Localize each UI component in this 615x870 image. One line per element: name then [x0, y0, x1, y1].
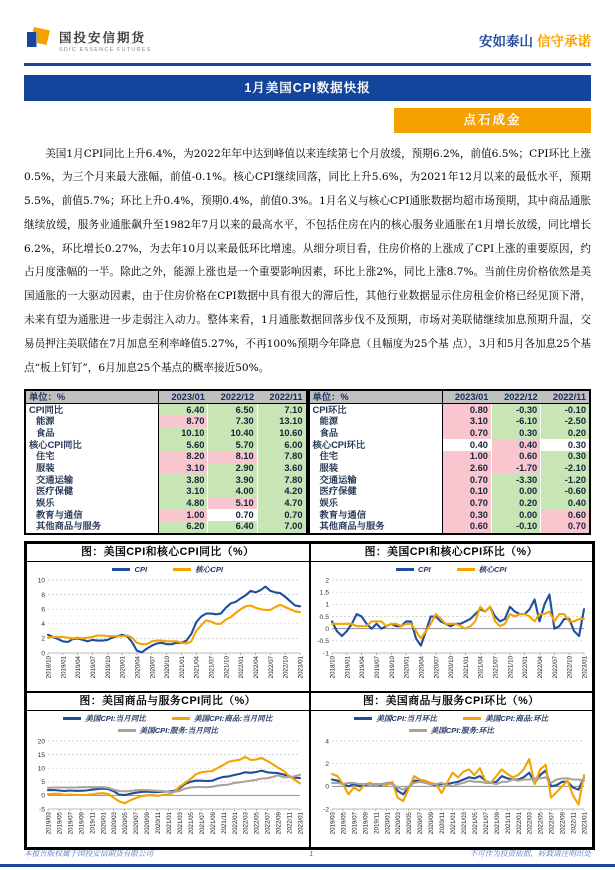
svg-text:2022/07: 2022/07: [267, 655, 275, 679]
svg-text:2022/07: 2022/07: [551, 655, 559, 679]
value-cell: 0.30: [491, 428, 540, 440]
svg-text:5: 5: [41, 778, 45, 786]
legend-label: 美国CPI:商品:当月同比: [193, 714, 273, 724]
value-cell: -6.10: [491, 416, 540, 428]
value-cell: 0.60: [541, 509, 590, 521]
svg-text:2020/11: 2020/11: [438, 811, 446, 834]
svg-text:2019/10: 2019/10: [388, 655, 396, 679]
svg-text:-1: -1: [322, 650, 329, 658]
svg-text:2020/09: 2020/09: [144, 811, 152, 835]
svg-text:2020/04: 2020/04: [134, 655, 142, 679]
value-cell: -0.30: [491, 404, 540, 416]
row-label: 其他商品与服务: [25, 521, 159, 534]
value-cell: 4.00: [208, 486, 257, 498]
svg-text:-0.5: -0.5: [316, 637, 329, 645]
value-cell: 2.60: [442, 463, 491, 475]
svg-text:2020/07: 2020/07: [149, 655, 157, 679]
unit-header: 单位：%: [25, 390, 159, 403]
svg-text:10: 10: [37, 577, 45, 585]
svg-text:2022/05: 2022/05: [537, 811, 545, 835]
row-label: 住宅: [25, 451, 159, 463]
legend-item: [172, 713, 272, 725]
table-row: [25, 439, 307, 451]
value-cell: 0.70: [208, 509, 257, 521]
footer-page-number: 1: [309, 849, 314, 858]
report-title-bar: 1月美国CPI数据快报: [24, 75, 591, 101]
footer-notice: 不可作为投资依据，转载请注明出处: [469, 849, 591, 858]
row-label: 服装: [25, 463, 159, 475]
legend-line-icon: [118, 729, 136, 732]
table-row: [309, 498, 591, 510]
table-row: [25, 404, 307, 416]
table-row: [25, 451, 307, 463]
legend-label: 美国CPI:服务:当月同比: [139, 726, 218, 736]
svg-text:2021/10: 2021/10: [506, 655, 514, 679]
row-label: 住宅: [309, 451, 443, 463]
value-cell: 3.60: [257, 463, 306, 475]
table-row: [309, 474, 591, 486]
value-cell: -2.50: [541, 416, 590, 428]
value-cell: -0.10: [541, 404, 590, 416]
svg-text:2019/09: 2019/09: [361, 811, 369, 835]
value-cell: 3.10: [159, 463, 208, 475]
svg-text:2019/07: 2019/07: [350, 811, 358, 835]
value-cell: -0.10: [491, 521, 540, 534]
row-label: 其他商品与服务: [309, 521, 443, 534]
value-cell: 6.00: [257, 439, 306, 451]
value-cell: 5.60: [159, 439, 208, 451]
report-paragraph: 美国1月CPI同比上升6.4%，为2022年年中达到峰值以来连续第七个月放缓，预期6.2%，前值6.5%；CPI环比上涨0.5%，为三个月来最大涨幅，前值-0.1%。核心CPI继续回落，同比上升5.6%，为2021年12月以来的最低水平，预期5.5%，前值5.7%；环比上升0.4%，预期0.4%，前值0.3%。1月名义与核心CPI通胀数据均超市场预期，其中商品通胀继续放缓，服务业通胀飙升至1982年7月以来的最高水平，不包括住房在内的核心服务业通胀在1月增长放缓，同比增长6.2%，环比增长0.27%，为去年10月以来最低环比增速。从细分项目看，住房价格的上涨成了CPI上涨的重要原因，约占月度涨幅的一半。除此之外，能源上涨也是一个重要影响因素，环比上涨2%，同比上涨8.7%。当前住房价格依然是美国通胀的一大驱动因素，由于住房价格在CPI数据中具有很大的滞后性，其他行业数据显示住房租金价格已经见顶下滑，未来有望为通胀进一步走弱注入动力。整体来看，1月通胀数据回落步伐不及预期，市场对美联储继续加息预期升温，交易员押注美联储在7月加息至利率峰值5.27%，不再100%预期今年降息（且幅度为25个基 点），3月和5月各加息25个基点“板上钉钉”，6月加息25个基点的概率接近50%。: [24, 147, 591, 374]
legend-line-icon: [354, 717, 372, 720]
value-cell: 0.70: [442, 498, 491, 510]
value-cell: 3.10: [159, 486, 208, 498]
legend-line-icon: [463, 717, 481, 720]
svg-text:2020/01: 2020/01: [100, 811, 108, 835]
row-label: 服装: [309, 463, 443, 475]
value-cell: 0.20: [541, 428, 590, 440]
value-cell: 0.60: [491, 451, 540, 463]
svg-text:2022/04: 2022/04: [536, 655, 544, 679]
svg-text:2019/10: 2019/10: [104, 655, 112, 679]
svg-text:2023/01: 2023/01: [297, 655, 305, 679]
chart-title: 图：美国CPI和核心CPI环比（%）: [311, 544, 593, 562]
value-cell: 4.20: [257, 486, 306, 498]
svg-text:2020/09: 2020/09: [427, 811, 435, 835]
svg-text:2018/10: 2018/10: [329, 655, 336, 679]
svg-text:2019/04: 2019/04: [358, 655, 366, 679]
svg-text:2020/07: 2020/07: [133, 811, 141, 835]
chart-legend: [311, 711, 593, 737]
value-cell: 2.90: [208, 463, 257, 475]
row-label: 医疗保健: [309, 486, 443, 498]
svg-text:2021/04: 2021/04: [477, 655, 485, 679]
svg-text:2020/05: 2020/05: [122, 811, 130, 835]
svg-text:8: 8: [41, 591, 45, 599]
legend-label: CPI: [134, 565, 148, 575]
row-label: 能源: [25, 416, 159, 428]
svg-text:2021/09: 2021/09: [209, 811, 217, 835]
page-header: [24, 20, 591, 60]
company-logo-icon: [24, 24, 52, 57]
company-name-en: SDIC ESSENCE FUTURES: [59, 46, 152, 53]
svg-text:2022/01: 2022/01: [515, 811, 523, 835]
chart-legend: [27, 711, 309, 737]
period-header: 2022/11: [541, 390, 590, 403]
legend-label: CPI: [417, 565, 431, 575]
table-row: [309, 521, 591, 534]
chart-cell-0: [26, 543, 310, 692]
svg-text:2022/05: 2022/05: [253, 811, 261, 835]
chart-cell-1: [310, 543, 594, 692]
period-header: 2023/01: [159, 390, 208, 403]
company-slogan: [479, 30, 591, 50]
svg-text:2021/01: 2021/01: [462, 655, 470, 679]
svg-text:6: 6: [41, 606, 45, 614]
legend-label: 美国CPI:商品:环比: [484, 714, 549, 724]
table-row: [25, 428, 307, 440]
svg-text:2018/10: 2018/10: [45, 655, 53, 679]
chart-legend: [27, 562, 309, 576]
tables-row: [24, 389, 591, 534]
row-label: 能源: [309, 416, 443, 428]
svg-text:0: 0: [324, 625, 329, 633]
legend-label: 美国CPI:当月同比: [85, 714, 146, 724]
svg-text:2019/03: 2019/03: [45, 811, 53, 835]
value-cell: 5.10: [208, 498, 257, 510]
svg-text:2022/04: 2022/04: [253, 655, 261, 679]
value-cell: 7.80: [257, 451, 306, 463]
value-cell: 0.40: [491, 439, 540, 451]
value-cell: 3.80: [159, 474, 208, 486]
row-label: 交通运输: [25, 474, 159, 486]
svg-text:2: 2: [324, 577, 329, 585]
svg-text:2020/01: 2020/01: [403, 655, 411, 679]
value-cell: 7.80: [257, 474, 306, 486]
value-cell: 0.70: [442, 474, 491, 486]
svg-text:2019/11: 2019/11: [372, 811, 380, 834]
svg-text:2019/07: 2019/07: [89, 655, 97, 679]
value-cell: 7.10: [257, 404, 306, 416]
svg-text:2019/03: 2019/03: [329, 811, 336, 835]
svg-text:2022/07: 2022/07: [548, 811, 556, 835]
bottom-divider: [0, 864, 615, 867]
svg-text:15: 15: [37, 751, 45, 759]
svg-text:2022/03: 2022/03: [526, 811, 534, 835]
svg-text:2023/01: 2023/01: [581, 811, 588, 835]
svg-text:2021/05: 2021/05: [187, 811, 195, 835]
chart-canvas-3: [311, 737, 590, 842]
value-cell: 4.70: [257, 498, 306, 510]
svg-text:2019/11: 2019/11: [89, 811, 97, 834]
svg-text:2019/01: 2019/01: [343, 655, 351, 679]
row-label: 核心CPI环比: [309, 439, 443, 451]
svg-text:2021/07: 2021/07: [492, 655, 500, 679]
table-row: [25, 463, 307, 475]
value-cell: 0.60: [442, 521, 491, 534]
svg-text:2019/05: 2019/05: [56, 811, 64, 835]
company-name: 国投安信期货: [59, 30, 147, 45]
value-cell: 7.30: [208, 416, 257, 428]
row-label: 教育与通信: [309, 509, 443, 521]
table-row: [25, 474, 307, 486]
svg-text:2022/07: 2022/07: [264, 811, 272, 835]
value-cell: -2.10: [541, 463, 590, 475]
svg-text:2019/05: 2019/05: [339, 811, 347, 835]
value-cell: -1.70: [491, 463, 540, 475]
period-header: 2022/11: [257, 390, 306, 403]
period-header: 2023/01: [442, 390, 491, 403]
value-cell: 0.40: [442, 439, 491, 451]
value-cell: 5.70: [208, 439, 257, 451]
svg-text:2021/04: 2021/04: [193, 655, 201, 679]
badge-row: [24, 108, 591, 133]
svg-text:2019/09: 2019/09: [78, 811, 86, 835]
svg-text:2021/05: 2021/05: [471, 811, 479, 835]
svg-text:2022/09: 2022/09: [275, 811, 283, 835]
header-divider: [24, 63, 591, 66]
chart-canvas-2: [27, 737, 306, 842]
svg-text:2020/01: 2020/01: [383, 811, 391, 835]
chart-title: 图：美国商品与服务CPI同比（%）: [27, 693, 309, 711]
svg-text:2021/03: 2021/03: [176, 811, 184, 835]
period-header: 2022/12: [208, 390, 257, 403]
value-cell: 0.30: [541, 451, 590, 463]
legend-label: 美国CPI:服务:环比: [430, 726, 494, 736]
value-cell: 0.30: [442, 509, 491, 521]
svg-text:2020/07: 2020/07: [416, 811, 424, 835]
svg-text:2022/01: 2022/01: [231, 811, 239, 835]
table-row: [25, 486, 307, 498]
svg-text:2021/07: 2021/07: [198, 811, 206, 835]
svg-text:2021/01: 2021/01: [449, 811, 457, 835]
svg-text:0: 0: [41, 792, 45, 800]
charts-grid: [24, 541, 595, 850]
legend-label: 核心CPI: [478, 565, 507, 575]
svg-text:2019/01: 2019/01: [60, 655, 68, 679]
svg-text:2019/04: 2019/04: [75, 655, 83, 679]
value-cell: 0.70: [257, 509, 306, 521]
svg-text:1.5: 1.5: [319, 589, 329, 597]
svg-text:2019/07: 2019/07: [373, 655, 381, 679]
value-cell: 0.20: [491, 498, 540, 510]
company-logo: [24, 24, 151, 57]
legend-item: [354, 713, 437, 725]
legend-label: 核心CPI: [195, 565, 224, 575]
legend-item: [63, 713, 146, 725]
legend-item: [118, 725, 218, 737]
value-cell: 8.10: [208, 451, 257, 463]
value-cell: 1.00: [159, 509, 208, 521]
value-cell: 0.70: [442, 428, 491, 440]
period-header: 2022/12: [491, 390, 540, 403]
svg-text:2023/01: 2023/01: [297, 811, 305, 835]
table-row: [309, 439, 591, 451]
slogan-secondary: 信守承诺: [537, 34, 591, 49]
svg-text:2022/10: 2022/10: [566, 655, 574, 679]
legend-line-icon: [173, 568, 191, 571]
svg-text:10: 10: [37, 765, 45, 773]
svg-text:2020/05: 2020/05: [405, 811, 413, 835]
svg-text:2021/07: 2021/07: [482, 811, 490, 835]
row-label: 娱乐: [25, 498, 159, 510]
chart-cell-3: [310, 692, 594, 848]
legend-line-icon: [63, 717, 81, 720]
row-label: 核心CPI同比: [25, 439, 159, 451]
table-row: [309, 428, 591, 440]
value-cell: 6.40: [208, 521, 257, 534]
svg-text:2021/03: 2021/03: [460, 811, 468, 835]
value-cell: 1.00: [442, 451, 491, 463]
footer-copyright: 本报告版权属于国投安信期货有限公司: [24, 849, 154, 858]
row-label: 娱乐: [309, 498, 443, 510]
row-label: 交通运输: [309, 474, 443, 486]
svg-text:-5: -5: [38, 806, 45, 814]
svg-text:2: 2: [41, 635, 45, 643]
svg-text:2019/07: 2019/07: [67, 811, 75, 835]
slogan-primary: 安如泰山: [479, 34, 533, 49]
value-cell: 6.20: [159, 521, 208, 534]
svg-text:1: 1: [324, 601, 329, 609]
table-row: [309, 451, 591, 463]
svg-text:2022/09: 2022/09: [559, 811, 567, 835]
cpi-yoy-table: [24, 389, 308, 534]
svg-text:2021/10: 2021/10: [223, 655, 231, 679]
chart-title: 图：美国商品与服务CPI环比（%）: [311, 693, 593, 711]
table-row: [309, 509, 591, 521]
value-cell: -0.60: [541, 486, 590, 498]
legend-line-icon: [457, 568, 475, 571]
svg-text:2020/03: 2020/03: [394, 811, 402, 835]
row-label: 教育与通信: [25, 509, 159, 521]
chart-legend: [311, 562, 593, 576]
table-row: [309, 416, 591, 428]
row-label: 食品: [25, 428, 159, 440]
legend-line-icon: [112, 568, 130, 571]
svg-text:4: 4: [41, 620, 45, 628]
svg-text:2021/07: 2021/07: [208, 655, 216, 679]
svg-text:2023/01: 2023/01: [581, 655, 588, 679]
value-cell: 8.20: [159, 451, 208, 463]
svg-text:0.5: 0.5: [319, 613, 329, 621]
chart-canvas-0: [27, 576, 306, 686]
value-cell: 0.30: [541, 439, 590, 451]
value-cell: 13.10: [257, 416, 306, 428]
svg-text:2021/01: 2021/01: [166, 811, 174, 835]
value-cell: 3.10: [442, 416, 491, 428]
legend-item: [112, 564, 147, 576]
legend-item: [173, 564, 223, 576]
value-cell: 8.70: [159, 416, 208, 428]
column-badge: 点石成金: [394, 108, 591, 133]
legend-label: 美国CPI:当月环比: [376, 714, 437, 724]
svg-text:2020/04: 2020/04: [417, 655, 425, 679]
svg-text:2021/01: 2021/01: [178, 655, 186, 679]
value-cell: 10.10: [159, 428, 208, 440]
cpi-mom-table: [308, 389, 592, 534]
value-cell: 3.90: [208, 474, 257, 486]
legend-line-icon: [409, 729, 427, 732]
value-cell: 0.70: [541, 521, 590, 534]
chart-title: 图：美国CPI和核心CPI同比（%）: [27, 544, 309, 562]
row-label: CPI同比: [25, 404, 159, 416]
svg-text:2022/03: 2022/03: [242, 811, 250, 835]
svg-text:2021/11: 2021/11: [504, 811, 512, 834]
svg-text:20: 20: [37, 738, 45, 746]
svg-text:0: 0: [324, 783, 329, 791]
table-row: [309, 404, 591, 416]
value-cell: -1.20: [541, 474, 590, 486]
svg-text:2020/11: 2020/11: [155, 811, 163, 834]
value-cell: -3.30: [491, 474, 540, 486]
svg-text:2020/10: 2020/10: [164, 655, 172, 679]
value-cell: 0.00: [491, 486, 540, 498]
legend-item: [396, 564, 431, 576]
value-cell: 10.60: [257, 428, 306, 440]
svg-text:2022/01: 2022/01: [521, 655, 529, 679]
row-label: 食品: [309, 428, 443, 440]
table-row: [25, 416, 307, 428]
table-row: [25, 509, 307, 521]
svg-text:2020/01: 2020/01: [119, 655, 127, 679]
svg-text:2020/07: 2020/07: [432, 655, 440, 679]
table-row: [25, 498, 307, 510]
svg-text:2022/11: 2022/11: [570, 811, 578, 834]
value-cell: 0.40: [541, 498, 590, 510]
svg-text:2020/10: 2020/10: [447, 655, 455, 679]
legend-item: [463, 713, 548, 725]
svg-text:2020/03: 2020/03: [111, 811, 119, 835]
value-cell: 6.50: [208, 404, 257, 416]
svg-text:2: 2: [324, 760, 329, 768]
svg-text:2021/11: 2021/11: [220, 811, 228, 834]
svg-text:2021/09: 2021/09: [493, 811, 501, 835]
svg-text:-2: -2: [322, 806, 329, 814]
svg-text:0: 0: [41, 650, 45, 658]
svg-text:4: 4: [324, 738, 329, 746]
value-cell: 0.00: [491, 509, 540, 521]
value-cell: 0.80: [442, 404, 491, 416]
legend-line-icon: [396, 568, 414, 571]
chart-canvas-1: [311, 576, 590, 686]
value-cell: 4.80: [159, 498, 208, 510]
legend-item: [409, 725, 494, 737]
table-row: [309, 486, 591, 498]
svg-text:2022/01: 2022/01: [238, 655, 246, 679]
value-cell: 10.40: [208, 428, 257, 440]
svg-text:2022/11: 2022/11: [286, 811, 294, 834]
value-cell: 0.10: [442, 486, 491, 498]
value-cell: 6.40: [159, 404, 208, 416]
legend-line-icon: [172, 717, 190, 720]
row-label: CPI环比: [309, 404, 443, 416]
unit-header: 单位：%: [309, 390, 443, 403]
svg-text:2022/10: 2022/10: [282, 655, 290, 679]
table-row: [25, 521, 307, 534]
legend-item: [457, 564, 507, 576]
value-cell: 7.00: [257, 521, 306, 534]
page-footer: [24, 848, 591, 859]
chart-cell-2: [26, 692, 310, 848]
table-row: [309, 463, 591, 475]
row-label: 医疗保健: [25, 486, 159, 498]
